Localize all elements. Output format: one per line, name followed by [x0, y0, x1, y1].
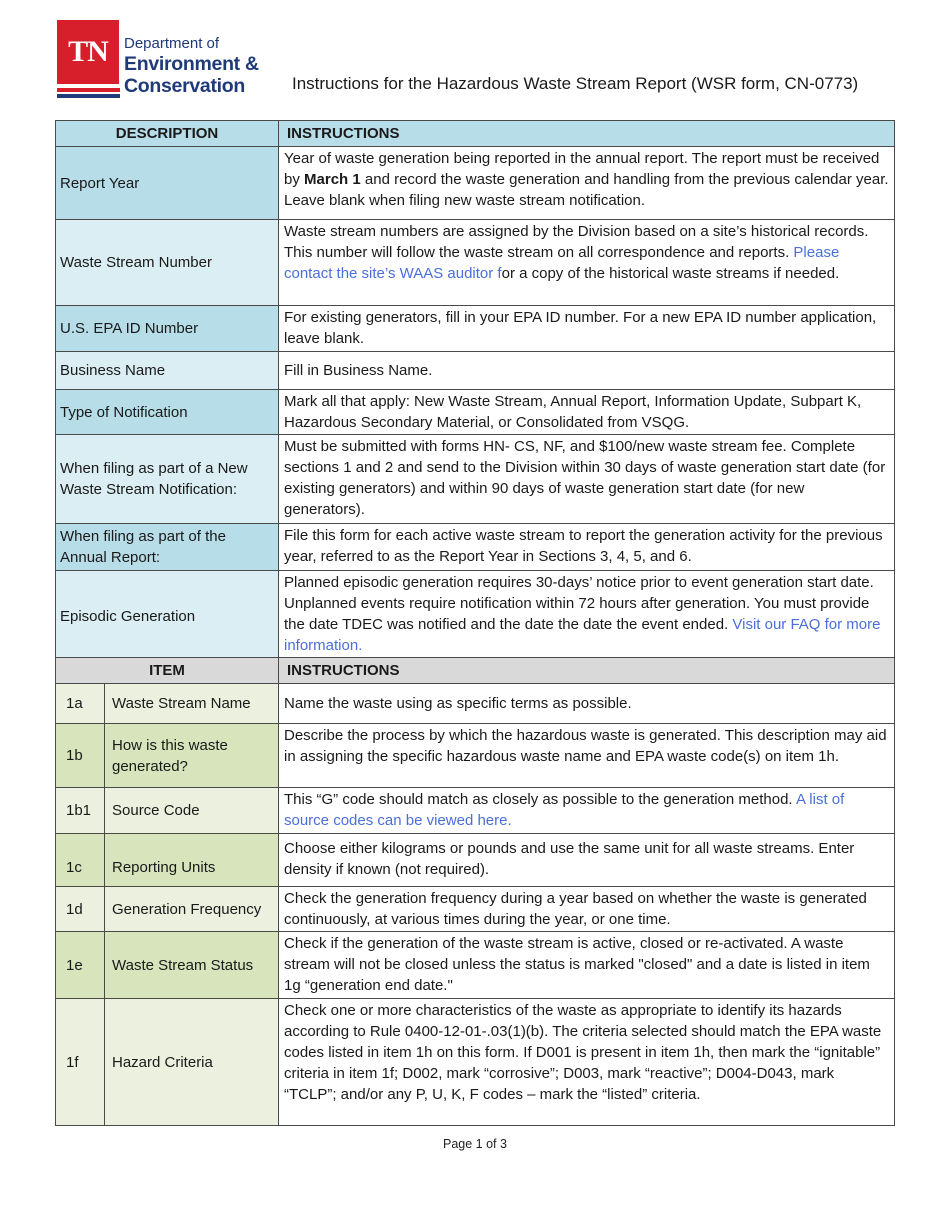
- item-name: How is this waste generated?: [105, 724, 279, 788]
- tn-logo-mark: TN: [57, 20, 119, 84]
- item-number: 1f: [56, 999, 105, 1126]
- row-instructions: Year of waste generation being reported in the annual report. The report must be received by March 1 and record the waste generation and handling from the previous calendar year. Leave blank when filing new waste stream notification.: [279, 147, 895, 220]
- row-label: When filing as part of a New Waste Stream Notification:: [56, 435, 279, 524]
- item-name: Generation Frequency: [105, 887, 279, 932]
- source-codes-link[interactable]: A list of source codes can be viewed here.: [284, 791, 845, 829]
- item-instructions: Check if the generation of the waste stream is active, closed or re-activated. A waste stream will not be closed unless the status is marked "closed" and a date is listed in item 1g “generation end date.": [279, 932, 895, 999]
- item-instructions: Check the generation frequency during a year based on whether the waste is generated continuously, at various times during the year, or one time.: [279, 887, 895, 932]
- col-instructions-header: INSTRUCTIONS: [279, 121, 895, 147]
- row-instructions: Waste stream numbers are assigned by the Division based on a site’s historical records. This number will follow the waste stream on all correspondence and reports. Please contact the site’s WAAS auditor for a copy of the historical waste streams if needed.: [279, 220, 895, 306]
- document-title: Instructions for the Hazardous Waste Stream Report (WSR form, CN-0773): [292, 74, 859, 93]
- row-label: Report Year: [56, 147, 279, 220]
- faq-link[interactable]: Visit our FAQ for more information.: [284, 616, 881, 654]
- logo-stripe-red: [57, 88, 120, 92]
- description-table: [55, 120, 895, 663]
- item-instructions: Check one or more characteristics of the waste as appropriate to identify its hazards according to Rule 0400-12-01-.03(1)(b). The criteria selected should match the EPA waste codes listed in item 1h on this form. If D001 is present in item 1h, then mark the “ignitable” criteria in item 1f; D002, mark “corrosive”; D003, mark “reactive”; D004-D043, mark “TCLP”; and/or any P, U, K, F codes – mark the “listed” criteria.: [279, 999, 895, 1126]
- row-instructions: File this form for each active waste stream to report the generation activity for the previous year, referred to as the Report Year in Sections 3, 4, 5, and 6.: [279, 524, 895, 571]
- item-number: 1b: [56, 724, 105, 788]
- logo-department: Department of: [124, 35, 220, 52]
- item-name: Hazard Criteria: [105, 999, 279, 1126]
- row-instructions: For existing generators, fill in your EPA ID number. For a new EPA ID number application, leave blank.: [279, 306, 895, 352]
- item-instructions: Name the waste using as specific terms as possible.: [279, 684, 895, 724]
- item-number: 1c: [56, 834, 105, 887]
- row-label: Waste Stream Number: [56, 220, 279, 306]
- row-instructions: Fill in Business Name.: [279, 352, 895, 390]
- tdec-logo: [57, 20, 277, 100]
- row-label: Episodic Generation: [56, 571, 279, 663]
- logo-stripe-navy: [57, 94, 120, 98]
- row-label: U.S. EPA ID Number: [56, 306, 279, 352]
- row-label: Business Name: [56, 352, 279, 390]
- item-number: 1d: [56, 887, 105, 932]
- item-name: Source Code: [105, 788, 279, 834]
- item-name: Waste Stream Name: [105, 684, 279, 724]
- logo-environment: Environment &: [124, 53, 259, 75]
- item-instructions: This “G” code should match as closely as possible to the generation method. A list of source codes can be viewed here.: [279, 788, 895, 834]
- item-number: 1a: [56, 684, 105, 724]
- row-instructions: Must be submitted with forms HN- CS, NF, and $100/new waste stream fee. Complete sections 1 and 2 and send to the Division within 30 days of waste generation start date (for existing generators) and within 90 days of waste generation start date (for new generators).: [279, 435, 895, 524]
- logo-conservation: Conservation: [124, 75, 246, 97]
- item-name: Reporting Units: [105, 834, 279, 887]
- waas-auditor-link[interactable]: Please contact the site’s WAAS auditor f: [284, 244, 840, 282]
- item-name: Waste Stream Status: [105, 932, 279, 999]
- page-number: Page 1 of 3: [443, 1137, 507, 1151]
- row-label: When filing as part of the Annual Report:: [56, 524, 279, 571]
- row-instructions: Planned episodic generation requires 30-days’ notice prior to event generation start date. Unplanned events require notification within 72 hours after generation. You must provide the date TDEC was notified and the date the date the event ended. Visit our FAQ for more information.: [279, 571, 895, 663]
- item-instructions: Describe the process by which the hazardous waste is generated. This description may aid in assigning the specific hazardous waste name and EPA waste code(s) on item 1h.: [279, 724, 895, 788]
- row-label: Type of Notification: [56, 390, 279, 435]
- col-description-header: DESCRIPTION: [56, 121, 279, 147]
- item-number: 1e: [56, 932, 105, 999]
- item-number: 1b1: [56, 788, 105, 834]
- row-instructions: Mark all that apply: New Waste Stream, Annual Report, Information Update, Subpart K, Hazardous Secondary Material, or Consolidated from VSQG.: [279, 390, 895, 435]
- item-table: [55, 657, 895, 1126]
- col-instructions-header: INSTRUCTIONS: [279, 658, 895, 684]
- item-instructions: Choose either kilograms or pounds and use the same unit for all waste streams. Enter density if known (not required).: [279, 834, 895, 887]
- col-item-header: ITEM: [56, 658, 279, 684]
